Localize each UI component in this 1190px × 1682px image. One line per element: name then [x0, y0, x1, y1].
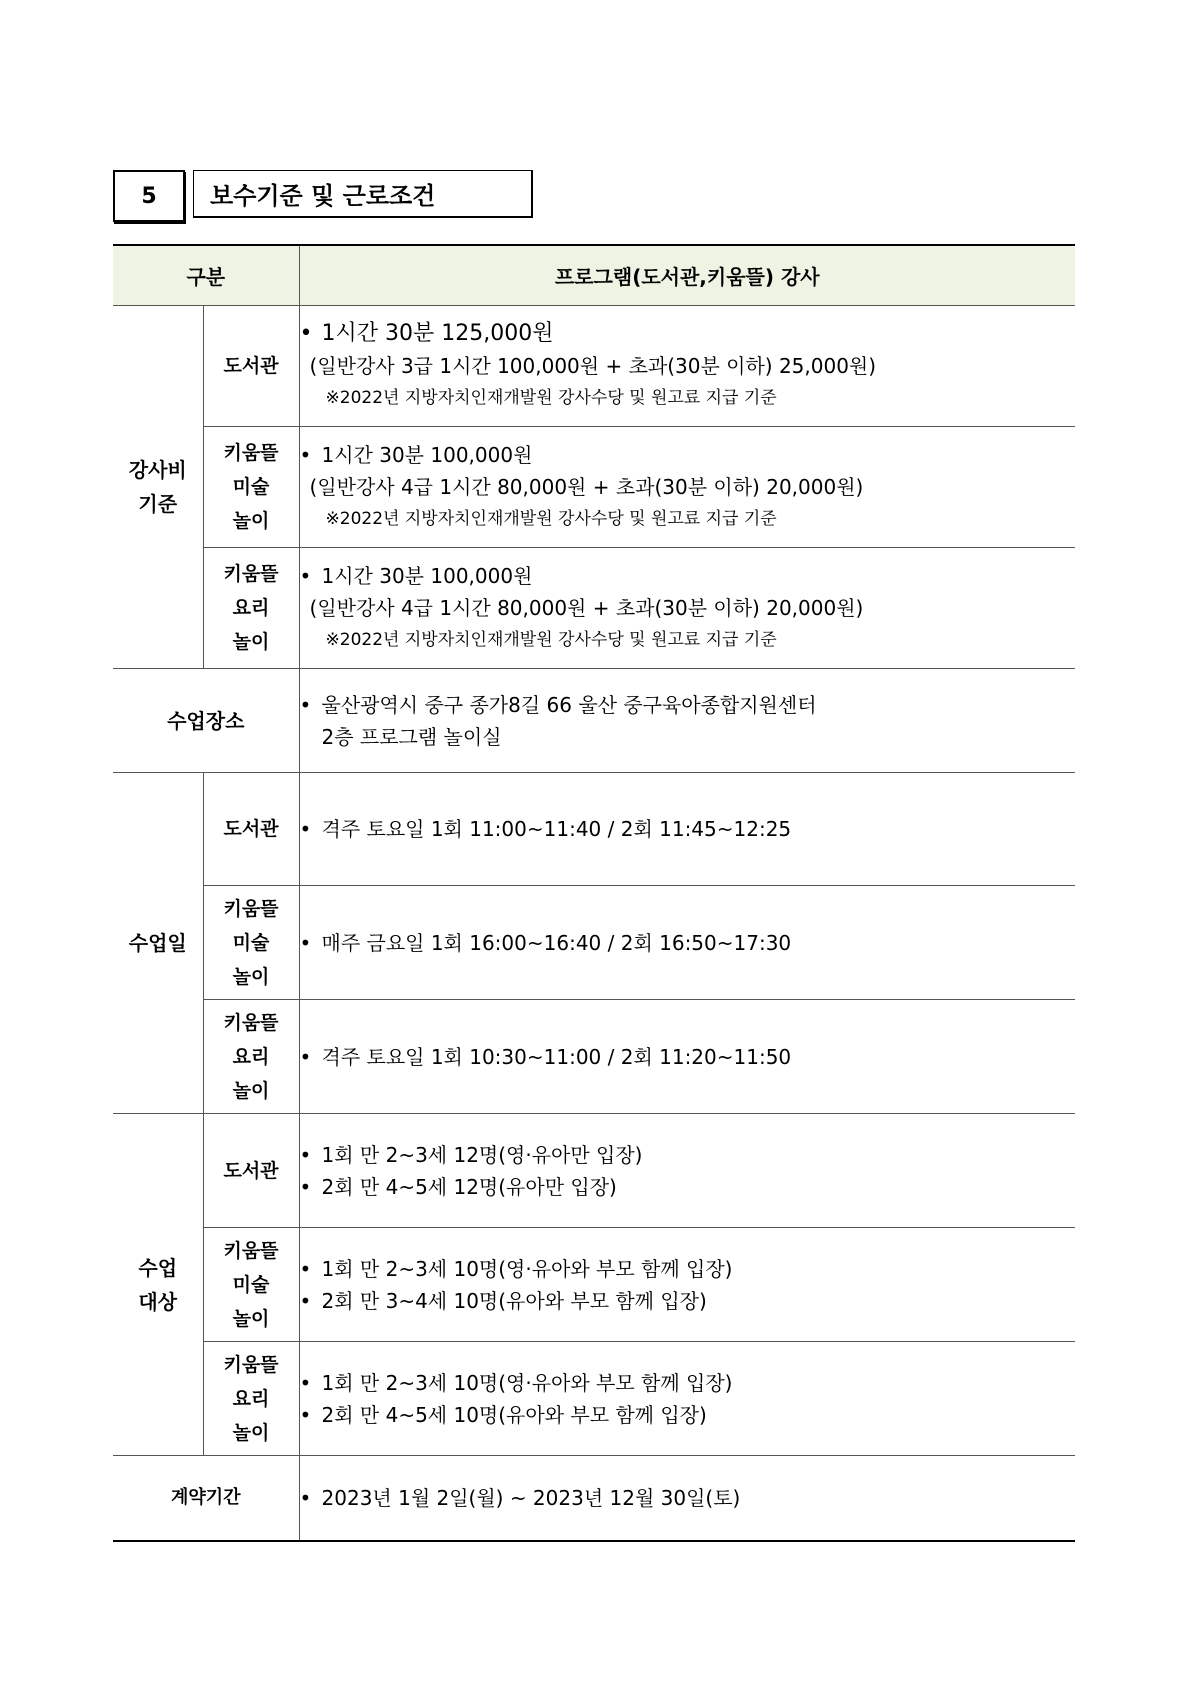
- fee-content-library: • 1시간 30분 125,000원 (일반강사 3급 1시간 100,000원 + 초과(30분 이하) 25,000원) ※2022년 지방자치인재개발원 강사수당 및 원고료 지급 기준: [299, 306, 1075, 427]
- fee-sub-cooking: 키움뜰 요리 놀이: [203, 548, 299, 669]
- fee-sub-art: 키움뜰 미술 놀이: [203, 427, 299, 548]
- period-label: 계약기간: [113, 1456, 299, 1541]
- target-sub-art: 키움뜰 미술 놀이: [203, 1228, 299, 1342]
- table-row: [113, 548, 1075, 669]
- table-row: [113, 886, 1075, 1000]
- fee-sub-library: 도서관: [203, 306, 299, 427]
- target-label: 수업 대상: [113, 1114, 203, 1456]
- table-row: [113, 427, 1075, 548]
- table-header-row: [113, 245, 1075, 306]
- section-title: 보수기준 및 근로조건: [193, 170, 533, 218]
- period-content: • 2023년 1월 2일(월) ~ 2023년 12월 30일(토): [299, 1456, 1075, 1541]
- table-row: [113, 1228, 1075, 1342]
- header-category: 구분: [113, 245, 299, 306]
- table-row: [113, 1456, 1075, 1541]
- target-sub-library: 도서관: [203, 1114, 299, 1228]
- table-row: [113, 669, 1075, 773]
- days-content-library: • 격주 토요일 1회 11:00~11:40 / 2회 11:45~12:25: [299, 773, 1075, 886]
- fee-content-art: • 1시간 30분 100,000원 (일반강사 4급 1시간 80,000원 + 초과(30분 이하) 20,000원) ※2022년 지방자치인재개발원 강사수당 및 원고료 지급 기준: [299, 427, 1075, 548]
- place-content: • 울산광역시 중구 종가8길 66 울산 중구육아종합지원센터 2층 프로그램 놀이실: [299, 669, 1075, 773]
- table-row: [113, 306, 1075, 427]
- table-row: [113, 1114, 1075, 1228]
- conditions-table: [113, 244, 1075, 1542]
- section-number: 5: [113, 170, 185, 222]
- days-sub-library: 도서관: [203, 773, 299, 886]
- table-row: [113, 1342, 1075, 1456]
- table-row: [113, 1000, 1075, 1114]
- place-label: 수업장소: [113, 669, 299, 773]
- days-sub-art: 키움뜰 미술 놀이: [203, 886, 299, 1000]
- target-content-art: • 1회 만 2~3세 10명(영·유아와 부모 함께 입장) • 2회 만 3~4세 10명(유아와 부모 함께 입장): [299, 1228, 1075, 1342]
- days-content-art: • 매주 금요일 1회 16:00~16:40 / 2회 16:50~17:30: [299, 886, 1075, 1000]
- fee-label: 강사비 기준: [113, 306, 203, 669]
- target-content-library: • 1회 만 2~3세 12명(영·유아만 입장) • 2회 만 4~5세 12명(유아만 입장): [299, 1114, 1075, 1228]
- days-sub-cooking: 키움뜰 요리 놀이: [203, 1000, 299, 1114]
- target-sub-cooking: 키움뜰 요리 놀이: [203, 1342, 299, 1456]
- days-content-cooking: • 격주 토요일 1회 10:30~11:00 / 2회 11:20~11:50: [299, 1000, 1075, 1114]
- fee-content-cooking: • 1시간 30분 100,000원 (일반강사 4급 1시간 80,000원 + 초과(30분 이하) 20,000원) ※2022년 지방자치인재개발원 강사수당 및 원고료 지급 기준: [299, 548, 1075, 669]
- table-row: [113, 773, 1075, 886]
- target-content-cooking: • 1회 만 2~3세 10명(영·유아와 부모 함께 입장) • 2회 만 4~5세 10명(유아와 부모 함께 입장): [299, 1342, 1075, 1456]
- days-label: 수업일: [113, 773, 203, 1114]
- header-program: 프로그램(도서관,키움뜰) 강사: [299, 245, 1075, 306]
